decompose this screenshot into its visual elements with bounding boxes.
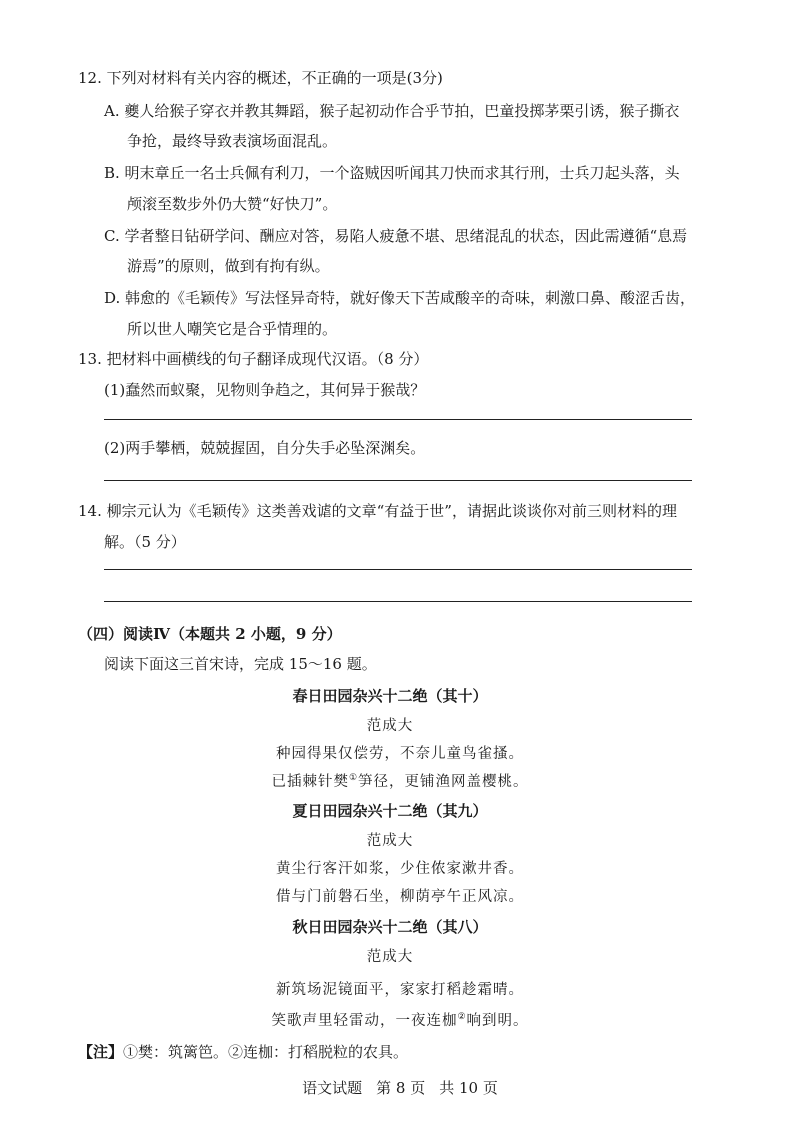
poem-3-line-2: 笑歌声里轻雷动，一夜连枷②响到明。 <box>271 1012 529 1029</box>
footnote <box>78 1042 408 1062</box>
option-d-line1: D. 韩愈的《毛颖传》写法怪异奇特，就好像天下苦咸酸辛的奇味，刺激口鼻、酸涩舌齿， <box>104 289 696 307</box>
poem-3-title: 秋日田园杂兴十二绝（其八） <box>292 918 488 936</box>
footnote-text: ①樊：筑篱笆。②连枷：打稻脱粒的农具。 <box>123 1043 409 1061</box>
section-intro: 阅读下面这三首宋诗，完成 15～16 题。 <box>104 655 377 673</box>
poem-2-line-1: 黄尘行客汗如浆，少住侬家漱井香。 <box>276 861 524 877</box>
option-a-line1: A. 夔人给猴子穿衣并教其舞蹈，猴子起初动作合乎节拍，巴童投掷茅栗引诱，猴子撕衣 <box>104 102 680 120</box>
poem-3-line-1: 新筑场泥镜面平，家家打稻趁霜晴。 <box>276 982 524 998</box>
footer-subject: 语文试题 <box>302 1079 363 1097</box>
option-c-line2: 游焉”的原则，做到有拘有纵。 <box>127 257 330 275</box>
footnote-marker-2: ② <box>457 1012 467 1023</box>
option-d-line2: 所以世人嘲笑它是合乎情理的。 <box>127 320 338 338</box>
option-c-line1: C. 学者整日钻研学问、酬应对答，易陷人疲惫不堪、思绪混乱的状态，因此需遵循“息焉 <box>104 227 688 245</box>
answer-line-13-2[interactable] <box>104 480 692 481</box>
option-a-line2: 争抢，最终导致表演场面混乱。 <box>127 132 338 150</box>
footnote-label: 【注】 <box>78 1043 124 1061</box>
page-footer <box>0 1078 800 1098</box>
question-14-line1: 14. 柳宗元认为《毛颖传》这类善戏谑的文章“有益于世”，请据此谈谈你对前三则材料的理 <box>78 502 677 520</box>
option-b-line2: 颅滚至数步外仍大赞“好快刀”。 <box>127 195 338 213</box>
question-13-title: 13. 把材料中画横线的句子翻译成现代汉语。（8 分） <box>78 350 429 368</box>
footer-total: 共 10 页 <box>439 1079 498 1097</box>
poem-1-line-1: 种园得果仅偿劳，不奈儿童鸟雀搔。 <box>276 746 524 762</box>
poem-1-title: 春日田园杂兴十二绝（其十） <box>292 687 488 705</box>
answer-line-14-1[interactable] <box>104 569 692 570</box>
answer-line-14-2[interactable] <box>104 601 692 602</box>
poem-2-author: 范成大 <box>366 833 414 849</box>
question-12-title: 12. 下列对材料有关内容的概述，不正确的一项是(3分) <box>78 69 443 87</box>
answer-line-13-1[interactable] <box>104 419 692 420</box>
footnote-marker-1: ① <box>348 773 359 784</box>
poem-1-author: 范成大 <box>366 718 414 734</box>
section-heading: （四）阅读Ⅳ（本题共 2 小题，9 分） <box>78 625 342 643</box>
question-14-line2: 解。（5 分） <box>104 533 186 551</box>
option-b-line1: B. 明末章丘一名士兵佩有利刀，一个盗贼因听闻其刀快而求其行刑，士兵刀起头落，头 <box>104 164 680 182</box>
poem-2-title: 夏日田园杂兴十二绝（其九） <box>292 802 488 820</box>
poem-3-author: 范成大 <box>366 949 414 965</box>
footer-page: 第 8 页 <box>376 1079 426 1097</box>
poem-2-line-2: 借与门前磐石坐，柳荫亭午正风凉。 <box>276 889 524 905</box>
question-13-sentence-1: (1)蠢然而蚁聚，见物则争趋之，其何异于猴哉？ <box>104 381 426 399</box>
poem-1-line-2: 已插棘针樊①笋径，更铺渔网盖樱桃。 <box>271 773 529 790</box>
question-13-sentence-2: (2)两手攀栖，兢兢握固，自分失手必坠深渊矣。 <box>104 439 426 457</box>
